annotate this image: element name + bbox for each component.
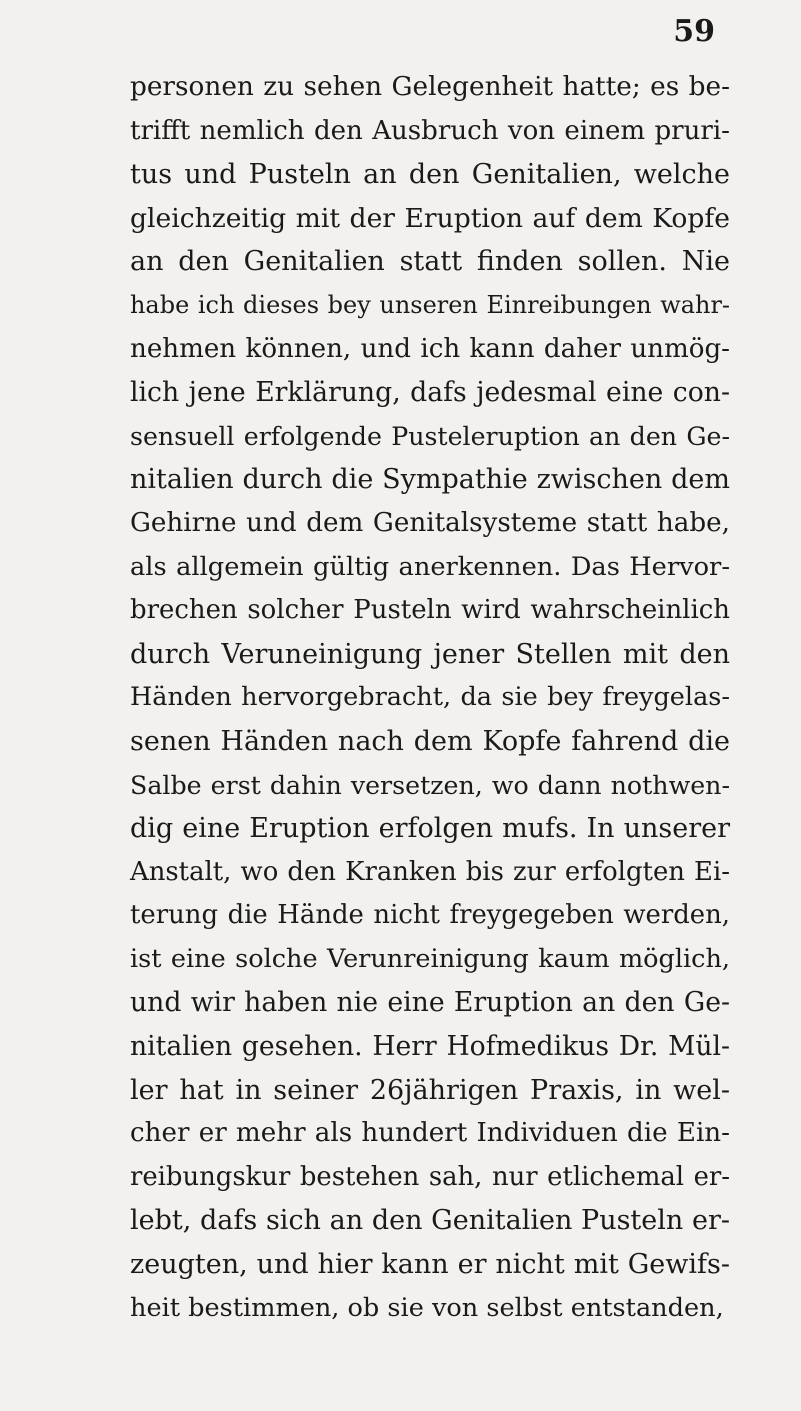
text-line: Anstalt, wo den Kranken bis zur erfolgten Ei- — [130, 856, 730, 887]
text-line: Gehirne und dem Genitalsysteme statt habe, — [130, 507, 730, 538]
text-line: senen Händen nach dem Kopfe fahrend die — [130, 725, 730, 757]
text-line: sensuell erfolgende Pusteleruption an den Ge- — [130, 421, 730, 451]
text-line: nitalien durch die Sympathie zwischen dem — [130, 464, 730, 496]
text-line: und wir haben nie eine Eruption an den Ge- — [130, 987, 730, 1019]
text-line: brechen solcher Pusteln wird wahrscheinlich — [130, 595, 730, 626]
text-line: dig eine Eruption erfolgen mufs. In unserer — [130, 813, 730, 845]
page-number: 59 — [673, 14, 715, 49]
text-line: durch Veruneinigung jener Stellen mit den — [130, 638, 730, 670]
text-line: nehmen können, und ich kann daher unmög- — [130, 333, 730, 364]
text-line: lebt, dafs sich an den Genitalien Pusteln er- — [130, 1205, 730, 1237]
text-line: nitalien gesehen. Herr Hofmedikus Dr. Mül- — [130, 1031, 730, 1063]
text-line: zeugten, und hier kann er nicht mit Gewifs- — [130, 1249, 730, 1281]
text-line: reibungskur bestehen sah, nur etlichemal er- — [130, 1161, 730, 1192]
text-line: gleichzeitig mit der Eruption auf dem Kopfe — [130, 202, 730, 234]
text-line: lich jene Erklärung, dafs jedesmal eine con- — [130, 377, 730, 409]
text-line: an den Genitalien statt finden sollen. Nie — [130, 246, 730, 278]
text-line: als allgemein gültig anerkennen. Das Hervor- — [130, 551, 730, 582]
text-line: personen zu sehen Gelegenheit hatte; es be- — [130, 72, 730, 102]
text-line: cher er mehr als hundert Individuen die Ein- — [130, 1118, 730, 1149]
body-text — [130, 66, 730, 1330]
text-line: trifft nemlich den Ausbruch von einem pruri- — [130, 115, 730, 146]
text-line: heit bestimmen, ob sie von selbst entstanden, — [130, 1292, 724, 1323]
text-line: Händen hervorgebracht, da sie bey freygelas- — [130, 682, 730, 713]
text-line: habe ich dieses bey unseren Einreibungen wahr- — [130, 290, 730, 319]
text-line: terung die Hände nicht freygegeben werden, — [130, 900, 730, 931]
text-line: ler hat in seiner 26jährigen Praxis, in wel- — [130, 1074, 730, 1106]
text-line: ist eine solche Verunreinigung kaum möglich, — [130, 943, 730, 974]
text-line: tus und Pusteln an den Genitalien, welche — [130, 159, 730, 191]
text-line: Salbe erst dahin versetzen, wo dann nothwen- — [130, 770, 730, 800]
